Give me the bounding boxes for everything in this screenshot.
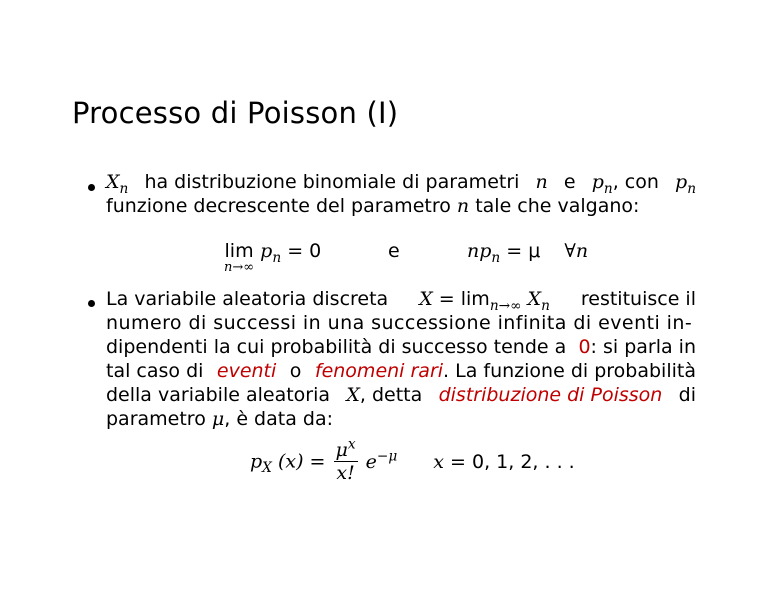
bullet-2-line-2: numero di successi in una successione infinita di eventi in-: [106, 312, 693, 334]
emphasis-fenomeni-rari: fenomeni rari: [314, 360, 444, 382]
np-equation: $np_n = \mu$ ∀n: [467, 240, 589, 266]
emphasis-distribuzione-di-poisson: distribuzione di Poisson: [438, 384, 663, 406]
slide-title: Processo di Poisson (I): [72, 96, 399, 130]
bullet-2-line-6: parametro μ, è data da:: [106, 408, 333, 430]
poisson-formula: $p_X$ (x) = $\frac{\mu^x}{x!}$ $e^{-\mu}$ x = 0, 1, 2, . . .: [250, 436, 575, 484]
bullet-2-line-3: dipendenti la cui probabilità di successo tende a 0: si parla in: [106, 336, 696, 358]
limit-equation: lim n→∞ $p_n = 0$: [224, 240, 322, 275]
and-word: e: [388, 240, 400, 262]
bullet-2-line-1: La variabile aleatoria discreta $X = \lim_{n\to\infty} X_n$ restituisce il: [106, 288, 696, 314]
emphasis-eventi: eventi: [216, 360, 277, 382]
bullet-2-line-4: tal caso di eventi o fenomeni rari. La funzione di probabilità: [106, 360, 696, 382]
bullet-dot-2: [88, 300, 95, 307]
bullet-1-line-2: funzione decrescente del parametro n tale che valgano:: [106, 195, 640, 217]
poisson-fraction: $\frac{\mu^x}{x!}$: [335, 436, 356, 484]
bullet-2-line-5: della variabile aleatoria X, detta distribuzione di Poisson di: [106, 384, 696, 406]
bullet-2-text: [106, 287, 696, 431]
bullet-1-line-1: $X_n$ ha distribuzione binomiale di parametri n e $p_n$, con $p_n$: [106, 171, 696, 197]
limit-operator: lim n→∞: [224, 240, 255, 275]
bullet-1-text: [106, 170, 696, 218]
bullet-dot-1: [88, 184, 95, 191]
